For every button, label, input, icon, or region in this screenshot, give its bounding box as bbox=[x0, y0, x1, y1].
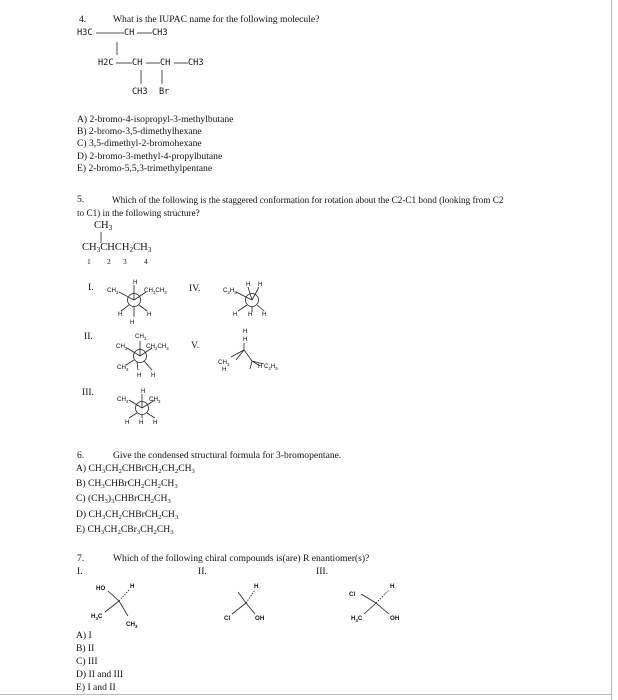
newman-I-front-left: $CH_3$ bbox=[107, 287, 119, 295]
q6-option-a[interactable]: A) $CH_3CH_2CHBrCH_2CH_2CH_3$ bbox=[76, 463, 195, 475]
q5-question-line2: to C1) in the following structure? bbox=[77, 208, 200, 218]
q7-I-h: H bbox=[130, 583, 135, 590]
q4-ch-top: CH bbox=[124, 28, 135, 38]
q7-question: Which of the following chiral compounds is(are) R enantiomer(s)? bbox=[113, 553, 370, 564]
q6-option-d[interactable]: D) $CH_3CH_2CHBrCH_2CH_3$ bbox=[76, 509, 179, 521]
q7-option-b[interactable]: B) II bbox=[76, 643, 95, 654]
newman-III-b3: H bbox=[153, 419, 158, 426]
q4-option-e[interactable]: E) 2-bromo-5,5,3-trimethylpentane bbox=[77, 163, 213, 174]
newman-II-top: $CH_3$ bbox=[135, 333, 147, 341]
newman-III-top: H bbox=[141, 388, 146, 395]
q7-I-h3c: $H_3C$ bbox=[91, 613, 103, 621]
sawhorse-V-cc-bond bbox=[244, 350, 252, 361]
q5-question-line1: Which of the following is the staggered conformation for rotation about the C2-C1 bond (looking from C2 bbox=[112, 195, 504, 205]
q6-question: Give the condensed structural formula for 3-bromopentane. bbox=[113, 450, 342, 461]
q4-number: 4. bbox=[79, 14, 87, 25]
q4-option-b[interactable]: B) 2-bromo-3,5-dimethylhexane bbox=[77, 126, 202, 137]
newman-I-back-left: H bbox=[118, 311, 123, 318]
q5-c2: 2 bbox=[107, 257, 111, 266]
q7-III-h3c: $H_3C$ bbox=[351, 615, 363, 623]
q6-option-c[interactable]: C) $(CH_3)_3CHBrCH_2CH_3$ bbox=[76, 493, 171, 505]
q4-ch3-low: CH3 bbox=[132, 87, 148, 97]
q4-br: Br bbox=[159, 87, 170, 97]
q5-number: 5. bbox=[77, 194, 85, 205]
q4-question: What is the IUPAC name for the following molecule? bbox=[113, 14, 320, 25]
newman-III-left: $CH_3$ bbox=[117, 396, 129, 404]
q5-ch3-top: $CH_3$ bbox=[94, 220, 113, 232]
newman-II-left: $CH_3$ bbox=[116, 343, 128, 351]
q7-option-d[interactable]: D) II and III bbox=[76, 669, 124, 680]
q7-option-c[interactable]: C) III bbox=[76, 656, 98, 667]
newman-II-bottom-left: H bbox=[137, 372, 142, 379]
newman-II-bottom-right: H bbox=[151, 372, 156, 379]
q4-ch-b: CH bbox=[160, 58, 171, 68]
q4-ch-a: CH bbox=[132, 58, 143, 68]
newman-IV-top1: H bbox=[246, 281, 251, 288]
newman-IV-top2: H bbox=[258, 281, 263, 288]
newman-IV-bot2: H bbox=[248, 311, 253, 318]
q5-label-I[interactable]: I. bbox=[88, 282, 94, 293]
q6-option-e[interactable]: E) $CH_3CH_2CBr_3CH_2CH_3$ bbox=[76, 524, 174, 536]
newman-IV-bot3: H bbox=[262, 311, 267, 318]
newman-IV-left: $C_2H_5$ bbox=[223, 287, 237, 295]
q7-I-ch3: $CH_3$ bbox=[126, 621, 138, 629]
q4-ch3-top: CH3 bbox=[152, 28, 168, 38]
sawhorse-V-right: $C_2H_5$ bbox=[264, 363, 278, 371]
q6-number: 6. bbox=[77, 450, 85, 461]
newman-I-front-right: $CH_2CH_3$ bbox=[144, 287, 167, 295]
sawhorse-V-left-h: H bbox=[222, 366, 227, 373]
q4-option-d[interactable]: D) 2-bromo-3-methyl-4-propylbutane bbox=[77, 151, 223, 162]
q7-II-cl: Cl bbox=[224, 615, 231, 622]
sawhorse-V-top-h1: H bbox=[243, 328, 248, 335]
q5-c4: 4 bbox=[144, 257, 148, 266]
newman-III-b1: H bbox=[125, 419, 130, 426]
page-edge-right bbox=[611, 0, 612, 700]
sawhorse-V-left: $CH_3$ bbox=[218, 359, 230, 367]
q5-c3: 3 bbox=[123, 257, 127, 266]
q5-label-IV[interactable]: IV. bbox=[189, 283, 201, 294]
q4-ch3-mid: CH3 bbox=[188, 58, 204, 68]
q7-option-e[interactable]: E) I and II bbox=[76, 682, 116, 693]
q7-III-cl: Cl bbox=[349, 591, 356, 598]
newman-III-b2: H bbox=[139, 419, 144, 426]
page-edge-bottom bbox=[0, 694, 612, 695]
q4-h2c: H2C bbox=[98, 58, 114, 68]
q7-label-II[interactable]: II. bbox=[198, 566, 207, 577]
q5-label-II[interactable]: II. bbox=[84, 331, 93, 342]
newman-I-back-right: H bbox=[147, 311, 152, 318]
newman-I-back-bottom: H bbox=[130, 319, 135, 326]
q7-label-I[interactable]: I. bbox=[77, 566, 83, 577]
q7-III-h: H bbox=[390, 583, 395, 590]
sawhorse-V-top-h2: H bbox=[243, 336, 248, 343]
q4-option-a[interactable]: A) 2-bromo-4-isopropyl-3-methylbutane bbox=[77, 114, 234, 125]
q4-h3c: H3C bbox=[77, 28, 93, 38]
q5-label-V[interactable]: V. bbox=[191, 340, 200, 351]
q5-main-formula: $CH_3CHCH_2CH_3$ bbox=[82, 242, 152, 254]
q7-label-III[interactable]: III. bbox=[316, 566, 328, 577]
q5-label-III[interactable]: III. bbox=[82, 387, 94, 398]
q7-number: 7. bbox=[77, 553, 85, 564]
q5-c1: 1 bbox=[87, 257, 91, 266]
q7-option-a[interactable]: A) I bbox=[76, 630, 92, 641]
newman-II-right: $CH_2CH_3$ bbox=[146, 343, 169, 351]
newman-IV-bot1: H bbox=[233, 311, 238, 318]
q7-III-oh: OH bbox=[390, 615, 400, 622]
q7-II-oh: OH bbox=[255, 615, 265, 622]
q7-I-ho: HO bbox=[96, 585, 106, 592]
newman-III-right: $CH_3$ bbox=[149, 396, 161, 404]
sawhorse-V-right-h: H bbox=[258, 363, 263, 370]
q4-option-c[interactable]: C) 3,5-dimethyl-2-bromohexane bbox=[77, 138, 202, 149]
newman-II-low-left: $CH_3$ bbox=[117, 364, 129, 372]
q6-option-b[interactable]: B) $CH_3CHBrCH_2CH_2CH_3$ bbox=[76, 478, 178, 490]
newman-I-front-top: H bbox=[133, 279, 138, 286]
q7-II-h: H bbox=[254, 583, 259, 590]
